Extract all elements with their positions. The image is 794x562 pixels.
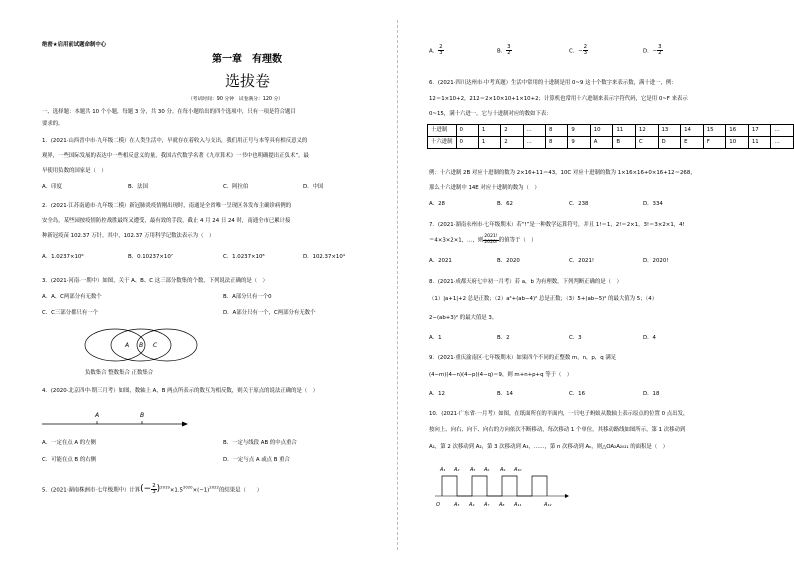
q6-line3: 0~15，满十六进一，它与十进制对应的数如下表： <box>429 111 552 117</box>
hex-table <box>427 124 794 149</box>
hex-table-row-decimal <box>428 125 794 137</box>
q1-option-a[interactable]: A．印度 <box>42 184 62 190</box>
q5-option-c[interactable]: C．− $\frac{2}{3}$ <box>569 44 588 57</box>
hex-hex-cell: 十六进制 <box>428 137 457 149</box>
hex-hex-cell: D <box>658 137 681 149</box>
hex-decimal-cell: 10 <box>590 125 613 137</box>
hex-hex-cell: 0 <box>456 137 478 149</box>
hex-hex-cell: 2 <box>501 137 523 149</box>
q2-option-c[interactable]: C．1.0237×10⁸ <box>223 254 265 260</box>
label-a8: A₈ <box>499 502 505 508</box>
q6-option-b[interactable]: B．62 <box>497 201 513 207</box>
point-a-label: A <box>95 412 100 419</box>
q5-option-a[interactable]: A． $\frac{2}{3}$ <box>429 44 443 57</box>
q1-option-b[interactable]: B．法国 <box>128 184 148 190</box>
q6-option-c[interactable]: C．238 <box>569 201 589 207</box>
venn-diagram <box>85 328 197 368</box>
q7-line1: 7．(2021·湖南永州市·七年级期末）若“!”是一种数学运算符号，并且 1!＝1，2!＝2×1，3!＝3×2×1，4! <box>429 222 685 228</box>
secret-label: 绝密★启用前试题命制中心 <box>42 42 107 48</box>
hex-decimal-cell: 13 <box>658 125 681 137</box>
q9-line1: 9．(2021·重庆渝南区·七年级期末）如果四个不同的正整数 m，n，p，q 满足 <box>429 355 617 361</box>
right-page <box>397 0 794 562</box>
q3-option-a[interactable]: A．A、C两部分有无数个 <box>42 294 102 300</box>
q3-option-b[interactable]: B．A部分只有一个0 <box>223 294 272 300</box>
hex-decimal-cell: … <box>771 125 794 137</box>
q7-option-d[interactable]: D．2020! <box>643 258 669 264</box>
hex-decimal-cell: 11 <box>613 125 636 137</box>
exam-meta: （考试时间：90 分钟 试卷满分：120 分） <box>188 97 284 102</box>
q6-option-a[interactable]: A．28 <box>429 201 445 207</box>
exam-type-title: 选拔卷 <box>225 72 271 90</box>
q2-option-a[interactable]: A．1.0237×10⁶ <box>42 254 84 260</box>
q4-option-b[interactable]: B．一定与线段 AB 的中点重合 <box>223 440 297 446</box>
hex-decimal-cell: 8 <box>546 125 568 137</box>
hex-decimal-cell: 1 <box>478 125 500 137</box>
venn-label-b: B <box>139 342 144 349</box>
q6-line4: 例：十六进制 2B 对应十进制的数为 2×16+11＝43，10C 对应十进制的数为 1×16×16+0×16+12＝268， <box>429 170 696 176</box>
q7-line2: ＝4×3×2×1，…，则 $\frac{2021!}{2020!}$ 的值等于（ ） <box>429 234 537 245</box>
hex-decimal-cell: 16 <box>726 125 749 137</box>
q8-option-d[interactable]: D．4 <box>643 335 656 341</box>
q8-line3: 2−(ab+3)² 的最大值是 3。 <box>429 315 498 321</box>
q5-text: 5．(2021·湖南株洲市·七年级期中）计算(− $\frac{2}{3}$ )$^{2019}\times 1.5^{2020}\times(-1)^{2022}$的结果是（ ） <box>42 483 263 496</box>
hex-decimal-cell: 14 <box>681 125 704 137</box>
q6-line2: 12＝1×10+2，212＝2×10×10+1×10+2；计算机也常用十六进制来表示字符代码，它是用 0~F 来表示 <box>429 96 688 102</box>
label-a4: A₄ <box>469 502 475 508</box>
number-line <box>42 410 192 430</box>
venn-caption: 负数集合 整数集合 正数集合 <box>85 370 154 376</box>
q9-option-d[interactable]: D．18 <box>643 391 660 397</box>
hex-hex-cell: F <box>703 137 726 149</box>
q8-line2: （1）|a+1|+2 总是正数；（2）a²+(ab−4)² 总是正数；（3）5+(ab−5)² 的最大值为 5；（4） <box>429 296 658 302</box>
q9-option-c[interactable]: C．16 <box>569 391 586 397</box>
venn-label-a: A <box>125 342 130 349</box>
q1-option-d[interactable]: D．中国 <box>303 184 324 190</box>
q4-option-a[interactable]: A．一定在点 A 的左侧 <box>42 440 96 446</box>
hex-decimal-cell: 0 <box>456 125 478 137</box>
q3-option-d[interactable]: D．A部分只有一个，C两部分有无数个 <box>223 310 316 316</box>
hex-hex-cell: 1 <box>478 137 500 149</box>
label-a2: A₂ <box>454 467 460 473</box>
hex-hex-cell: 11 <box>748 137 771 149</box>
q8-option-c[interactable]: C．3 <box>569 335 582 341</box>
label-a10: A₁₀ <box>514 467 522 473</box>
q9-option-a[interactable]: A．12 <box>429 391 445 397</box>
q3-line1: 3．(2021·河南·一期中）如图，关于 A、B、C 这三部分数集的个数，下列说法正确的是（ ） <box>42 278 268 284</box>
hex-hex-cell: 10 <box>726 137 749 149</box>
q6-line1: 6．(2021·四川达州市·中考真题）生活中常用的十进制是用 0~9 这十个数字来表示数，满十进一，例： <box>429 80 677 86</box>
q9-option-b[interactable]: B．14 <box>497 391 513 397</box>
section1-heading: 一、选择题：本题共 10 个小题，每题 3 分，共 30 分。在每小题给出的四个选项中，只有一项是符合题目 <box>42 109 296 115</box>
hex-hex-cell: C <box>635 137 658 149</box>
ant-path-diagram <box>435 462 570 514</box>
q10-line2: 按向上、向右、向下、向右的方向依次不断移动，每次移动 1 个单位，其移动路线如图所示，第 1 次移动到 <box>429 427 686 433</box>
q7-option-c[interactable]: C．2021! <box>569 258 595 264</box>
hex-decimal-cell: 9 <box>568 125 590 137</box>
hex-hex-cell: B <box>613 137 636 149</box>
q4-option-c[interactable]: C．可能在点 B 的右侧 <box>42 457 97 463</box>
q4-line1: 4．(2020·北京四中·期三月考）如图，数轴上 A，B 两点所表示的数互为相反数，则关于原点的说法正确的是（ ） <box>42 388 319 394</box>
hex-decimal-cell: 15 <box>703 125 726 137</box>
q8-option-b[interactable]: B．2 <box>497 335 510 341</box>
hex-decimal-cell: 17 <box>748 125 771 137</box>
hex-decimal-cell: 2 <box>501 125 523 137</box>
hex-hex-cell: A <box>590 137 613 149</box>
hex-hex-cell: … <box>771 137 794 149</box>
q5-option-d[interactable]: D．− $\frac{3}{2}$ <box>643 44 662 57</box>
hex-table-row-hex <box>428 137 794 149</box>
section1-heading-cont: 要求的。 <box>42 121 64 127</box>
hex-hex-cell: 9 <box>568 137 590 149</box>
q1-line1: 1．(2021·山西晋中市·九年级二模）在人类生活中，早就存在着收入与支出，我们用正号与本等具有相反意义的 <box>42 138 308 144</box>
q10-line1: 10．(2021·广东省·一月考）如图，在纸面所在的平面内，一只电子蚂蚁从数轴上表示原点的位置 0 点出发， <box>429 411 689 417</box>
label-a5: A₅ <box>470 467 476 473</box>
chapter-title: 第一章 有理数 <box>212 54 282 65</box>
q7-option-b[interactable]: B．2020 <box>497 258 520 264</box>
hex-decimal-cell: 12 <box>635 125 658 137</box>
q1-option-c[interactable]: C．阿拉伯 <box>223 184 249 190</box>
hex-decimal-cell: 十进制 <box>428 125 457 137</box>
q5-option-b[interactable]: B． $\frac{3}{2}$ <box>497 44 511 57</box>
q2-line1: 2．(2021·江苏南通市·九年级二模）新冠肺炎疫情刚出现时，南通是全省唯一呈现区各发布主确诊病例的 <box>42 203 292 209</box>
q9-line2: (4−m)(4−n)(4−p)(4−q)＝9，则 m+n+p+q 等于（ ） <box>429 372 573 378</box>
q4-option-d[interactable]: D．一定与点 A 或点 B 重合 <box>223 457 290 463</box>
q2-option-d[interactable]: D．102.37×10⁴ <box>303 254 345 260</box>
label-o: O <box>436 502 440 508</box>
hex-decimal-cell: … <box>523 125 545 137</box>
venn-label-c: C <box>153 342 158 349</box>
q2-option-b[interactable]: B．0.10237×10⁷ <box>128 254 173 260</box>
q6-option-d[interactable]: D．334 <box>643 201 663 207</box>
q8-option-a[interactable]: A．1 <box>429 335 442 341</box>
label-a3: A₃ <box>454 502 460 508</box>
hex-hex-cell: 8 <box>546 137 568 149</box>
point-b-label: B <box>140 412 145 419</box>
label-a7: A₇ <box>484 502 490 508</box>
hex-hex-cell: … <box>523 137 545 149</box>
label-a6: A₆ <box>484 467 490 473</box>
q1-line3: 早使用负数的国家是（ ） <box>42 168 107 174</box>
q3-option-c[interactable]: C．C三部分都只有一个 <box>42 310 99 316</box>
q8-line1: 8．(2021·成都天府七中初一月考）若 a，b 为有理数，下列判断正确的是（ ） <box>429 279 622 285</box>
q7-option-a[interactable]: A．2021 <box>429 258 452 264</box>
q6-line5: 那么十六进制中 14E 对应十进制的数为（ ） <box>429 185 540 191</box>
label-a9: A₉ <box>500 467 506 473</box>
q1-line2: 观界，一些国际发展的表达中一些相反意义的量，我国古代数学名著《九章算术》一书中也明确提出正负术”。最 <box>42 153 309 159</box>
label-a11: A₁₁ <box>514 502 522 508</box>
q10-line3: A₁，第 2 次移动到 A₂，第 3 次移动到 A₃，……，第 n 次移动到 Aₙ，则△OA₂A₂₀₂₁ 的面积是（ ） <box>429 444 668 450</box>
q2-line2: 安全岛。某些园按疫情防控战胜最终又遭受，最有效的手段，截止 4 月 24 日 24 时，南通全市已累计接 <box>42 218 291 224</box>
q2-line3: 种新冠疫苗 102.37 万针。其中，102.37 万用科学记数法表示为（ ） <box>42 233 215 239</box>
label-a1: A₁ <box>440 467 446 473</box>
label-a12: A₁₂ <box>544 502 552 508</box>
hex-hex-cell: E <box>681 137 704 149</box>
